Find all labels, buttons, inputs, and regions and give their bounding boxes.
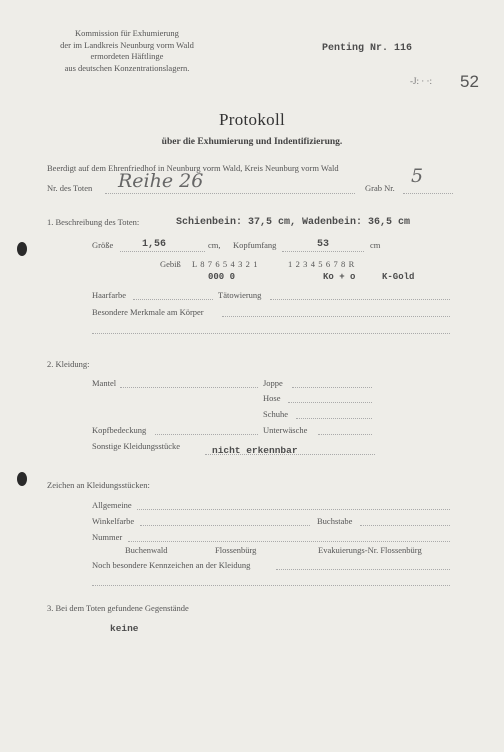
section1-heading: 1. Beschreibung des Toten: [47, 217, 140, 227]
hair-color-label: Haarfarbe [92, 290, 126, 300]
teeth-left-marks: 000 0 [208, 272, 236, 282]
general-label: Allgemeine [92, 500, 132, 510]
other-clothing-label: Sonstige Kleidungsstücke [92, 441, 181, 451]
coat-label: Mantel [92, 378, 117, 388]
teeth-label: Gebiß [160, 259, 181, 269]
height-label: Größe [92, 240, 114, 250]
section2-heading: 2. Kleidung: [47, 359, 90, 369]
special-marks-label: Besondere Merkmale am Körper [92, 307, 204, 317]
letter-label: Buchstabe [317, 516, 353, 526]
jacket-label: Joppe [263, 378, 283, 388]
org-line-1: Kommission für Exhumierung [75, 28, 179, 38]
punch-hole-top [17, 242, 27, 256]
shoes-label: Schuhe [263, 409, 289, 419]
special-signs-label: Noch besondere Kennzeichen an der Kleidung [92, 560, 251, 570]
headwear-label: Kopfbedeckung [92, 425, 147, 435]
org-line-2: der im Landkreis Neunburg vorm Wald [60, 39, 194, 50]
signs-heading: Zeichen an Kleidungsstücken: [47, 480, 150, 490]
buchenwald-label: Buchenwald [125, 545, 168, 555]
underwear-label: Unterwäsche [263, 425, 308, 435]
height-unit: cm, [208, 240, 221, 250]
grave-number-label: Grab Nr. [365, 183, 395, 193]
tattoo-label: Tätowierung [218, 290, 262, 300]
page-subtitle: über die Exhumierung und Indentifizierung. [161, 137, 343, 147]
punch-hole-bottom [17, 472, 27, 486]
org-line-4: aus deutschen Konzentrationslagern. [64, 62, 190, 73]
number-label: Nummer [92, 532, 123, 542]
teeth-left: L 8 7 6 5 4 3 2 1 [192, 259, 259, 269]
teeth-right-marks-2: K-Gold [382, 272, 415, 282]
burial-line: Beerdigt auf dem Ehrenfriedhof in Neunburg vorm Wald, Kreis Neunburg vorm Wald [47, 163, 339, 173]
org-line-3: ermordeten Häftlinge [90, 51, 164, 61]
angle-color-label: Winkelfarbe [92, 516, 135, 526]
other-clothing-value: nicht erkennbar [212, 445, 298, 456]
evacuation-number-label: Evakuierungs-Nr. Flossenbürg [318, 545, 422, 555]
place-stamp: Penting Nr. 116 [322, 43, 413, 54]
commission-header [32, 28, 222, 74]
page-mark: -J: · ·: [410, 76, 432, 86]
dead-number-value: Reihe 26 [118, 170, 204, 192]
teeth-right: 1 2 3 4 5 6 7 8 R [288, 259, 355, 269]
bone-measurements: Schienbein: 37,5 cm, Wadenbein: 36,5 cm [176, 217, 411, 228]
height-value: 1,56 [142, 239, 167, 250]
head-circumference-value: 53 [317, 239, 330, 250]
page-title: Protokoll [219, 110, 285, 129]
grave-number-value: 5 [411, 165, 424, 187]
dead-number-label: Nr. des Toten [47, 183, 93, 193]
section3-heading: 3. Bei dem Toten gefundene Gegenstände [47, 603, 189, 613]
page-number: 52 [460, 72, 479, 91]
trousers-label: Hose [263, 393, 281, 403]
head-circumference-label: Kopfumfang [233, 240, 277, 250]
head-unit: cm [370, 240, 381, 250]
flossenburg-label: Flossenbürg [215, 545, 257, 555]
teeth-right-marks-1: Ko + o [323, 272, 356, 282]
found-items-value: keine [110, 623, 139, 634]
